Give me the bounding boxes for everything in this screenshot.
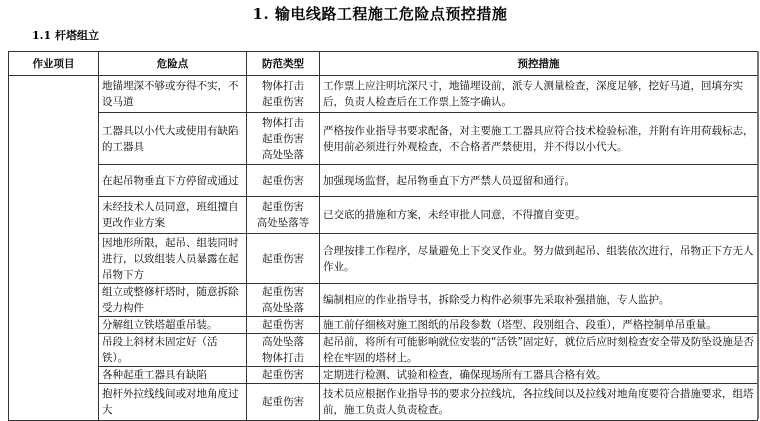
type-cell xyxy=(247,384,320,421)
table-row xyxy=(9,284,758,317)
hazard-cell: 未经技术人员同意，班组擅自更改作业方案 xyxy=(99,197,247,234)
hazard-cell: 吊段上斜材未固定好（活铁）。 xyxy=(99,334,247,367)
table-row xyxy=(9,234,758,284)
measure-cell: 技术员应根据作业指导书的要求分拉线坑，各拉线间以及拉线对地角度要符合措施要求，组塔前，施工负责人负责检查。 xyxy=(320,384,758,421)
type-cell xyxy=(247,317,320,334)
measure-cell: 加强现场监督，起吊物垂直下方严禁人员逗留和通行。 xyxy=(320,165,758,197)
measure-cell: 定期进行检测、试验和检查，确保现场所有工器具合格有效。 xyxy=(320,367,758,384)
page-edge-shadow xyxy=(757,51,759,419)
hazard-cell: 工器具以小代大或使用有缺陷的工器具 xyxy=(99,113,247,165)
table-row xyxy=(9,76,758,113)
risk-control-table xyxy=(8,51,758,421)
table-row xyxy=(9,165,758,197)
header-hazard: 危险点 xyxy=(99,52,247,76)
type-label: 物体打击 xyxy=(262,80,304,92)
table-row xyxy=(9,113,758,165)
hazard-cell: 分解组立铁塔超重吊装。 xyxy=(99,317,247,334)
type-label: 起重伤害 xyxy=(262,369,304,381)
type-cell xyxy=(247,284,320,317)
table-row xyxy=(9,334,758,367)
measure-cell: 工作票上应注明坑深尺寸，地锚埋设前，派专人测量检查，深度足够，挖好马道，回填夯实后，负责人检查后在工作票上签字确认。 xyxy=(320,76,758,113)
type-cell xyxy=(247,113,320,165)
type-cell xyxy=(247,197,320,234)
hazard-cell: 各种起重工器具有缺陷 xyxy=(99,367,247,384)
type-label: 物体打击 xyxy=(262,352,304,364)
header-measure: 预控措施 xyxy=(320,52,758,76)
measure-cell: 合理按排工作程序，尽量避免上下交叉作业。努力做到起吊、组装依次进行，吊物正下方无人作业。 xyxy=(320,234,758,284)
measure-cell: 编制相应的作业指导书，拆除受力构件必须事先采取补强措施，专人监护。 xyxy=(320,284,758,317)
hazard-cell: 组立或整修杆塔时，随意拆除受力构件 xyxy=(99,284,247,317)
hazard-cell: 在起吊物垂直下方停留或通过 xyxy=(99,165,247,197)
type-cell xyxy=(247,234,320,284)
document-title: 1. 输电线路工程施工危险点预控措施 xyxy=(252,5,508,23)
type-label: 高处坠落 xyxy=(262,302,304,314)
table-row xyxy=(9,384,758,421)
header-project: 作业项目 xyxy=(9,52,99,76)
measure-cell: 施工前仔细核对施工图纸的吊段参数（塔型、段别组合、段重），严格控制单吊重量。 xyxy=(320,317,758,334)
header-type: 防范类型 xyxy=(247,52,320,76)
type-label: 起重伤害 xyxy=(262,132,304,145)
type-label: 物体打击 xyxy=(262,116,304,129)
type-label: 起重伤害 xyxy=(262,174,304,187)
measure-cell: 已交底的措施和方案，未经审批人同意，不得擅自变更。 xyxy=(320,197,758,234)
type-cell xyxy=(247,334,320,367)
measure-cell: 严格按作业指导书要求配备，对主要施工工器具应符合技术检验标准，并附有许用荷载标志，使用前必须进行外观检查，不合格者严禁使用，并不得以小代大。 xyxy=(320,113,758,165)
type-label: 高处坠落 xyxy=(262,336,304,348)
measure-cell: 起吊前，将所有可能影响就位安装的“活铁”固定好，就位后应时刻检查安全带及防坠设施是否栓在牢固的塔材上。 xyxy=(320,334,758,367)
type-label: 起重伤害 xyxy=(262,286,304,298)
type-label: 高处坠落等 xyxy=(256,217,310,229)
hazard-cell: 因地形所限，起吊、组装同时进行，以致组装人员暴露在起吊物下方 xyxy=(99,234,247,284)
type-label: 起重伤害 xyxy=(262,201,304,213)
type-label: 起重伤害 xyxy=(262,252,304,265)
type-label: 高处坠落 xyxy=(262,148,304,161)
type-label: 起重伤害 xyxy=(262,96,304,108)
section-heading: 1.1 杆塔组立 xyxy=(32,29,99,42)
type-cell xyxy=(247,76,320,113)
type-label: 起重伤害 xyxy=(262,396,304,408)
type-cell xyxy=(247,165,320,197)
table-row xyxy=(9,367,758,384)
table-row xyxy=(9,317,758,334)
hazard-cell: 抱杆外拉线线间或对地角度过大 xyxy=(99,384,247,421)
table-row xyxy=(9,197,758,234)
table-header-row xyxy=(9,52,758,76)
type-label: 起重伤害 xyxy=(262,319,304,331)
project-cell xyxy=(9,76,99,421)
hazard-cell: 地锚埋深不够或夯得不实，不设马道 xyxy=(99,76,247,113)
type-cell xyxy=(247,367,320,384)
